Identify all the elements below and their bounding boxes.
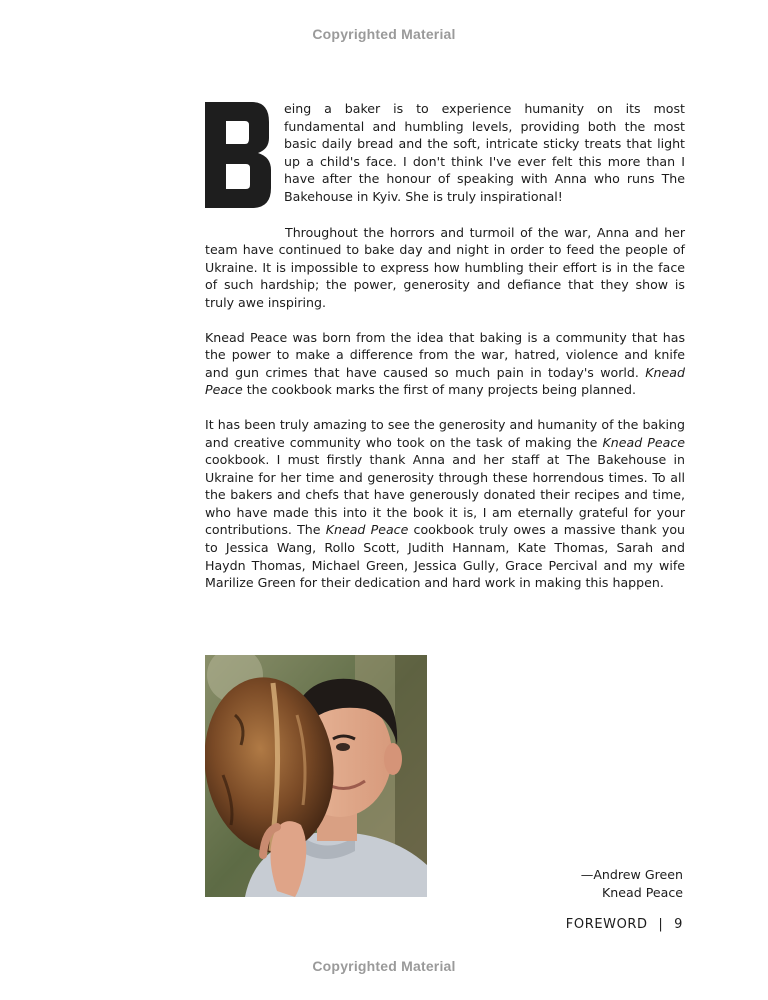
book-title-italic: Knead Peace [602, 434, 686, 450]
author-photo [205, 655, 427, 897]
dropcap-letter [205, 102, 272, 208]
paragraph-3-text-end: the cookbook marks the first of many projects being planned. [242, 382, 637, 398]
foreword-text [205, 100, 685, 592]
paragraph-4-text-mid: cookbook. I must firstly thank Anna and her staff at The Bakehouse in Ukraine for her time and generosity through these horrendous times. To all the bakers and chefs that have generously donated their recipes and time, who have made this into it the book it is, I am eternally grateful for your contributions. The [205, 452, 685, 538]
signature-block [581, 866, 683, 902]
watermark-bottom: Copyrighted Material [312, 958, 456, 974]
paragraph-4 [205, 416, 685, 592]
author-name: —Andrew Green [580, 867, 683, 882]
book-title-italic: Knead Peace [325, 522, 409, 538]
book-title-italic: Knead Peace [205, 364, 685, 398]
page-footer [566, 917, 683, 932]
paragraph-2: Throughout the horrors and turmoil of the war, Anna and her team have continued to bake day and night in order to feed the people of Ukraine. It is impossible to express how humbling their effort is in the face of such hardship; the power, generosity and defiance that they show is truly awe inspiring. [205, 224, 685, 310]
page-number: 9 [674, 917, 683, 932]
author-organization: Knead Peace [602, 885, 683, 900]
paragraph-1: eing a baker is to experience humanity on its most fundamental and humbling levels, providing both the most basic daily bread and the soft, intricate sticky treats that light up a child's face. I don't think I've ever felt this more than I have after the honour of speaking with Anna who runs The Bakehouse in Kyiv. She is truly inspirational! [284, 101, 685, 204]
dropcap-glyph [205, 102, 272, 208]
author-portrait-icon [205, 655, 427, 897]
footer-separator: | [658, 917, 664, 932]
paragraph-4-text-end: cookbook truly owes a massive thank you to Jessica Wang, Rollo Scott, Judith Hannam, Kate Thomas, Sarah and Haydn Thomas, Michael Green, Jessica Gully, Grace Percival and my wife Marilize Green for their dedication and hard work in making this happen. [205, 522, 686, 591]
watermark-top: Copyrighted Material [312, 26, 456, 42]
section-title: FOREWORD [565, 917, 648, 932]
paragraph-4-text: It has been truly amazing to see the generosity and humanity of the baking and creative community who took on the task of making the [205, 416, 685, 450]
paragraph-3-text: Knead Peace was born from the idea that baking is a community that has the power to make a difference from the war, hatred, violence and knife and gun crimes that have caused so much pain in today's world. [205, 329, 685, 380]
paragraph-3 [205, 329, 685, 399]
